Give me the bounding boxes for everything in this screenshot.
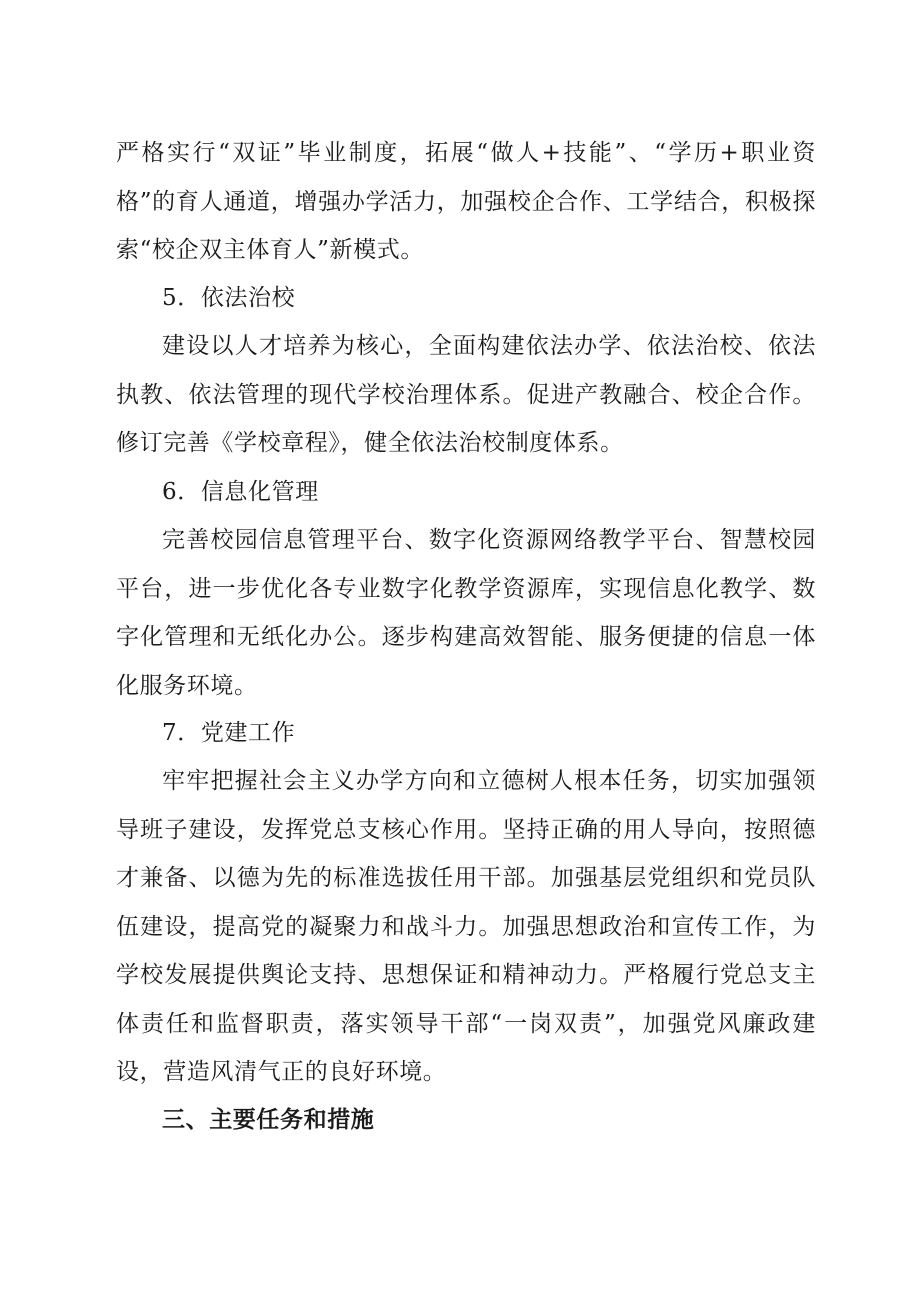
item-6-body: 完善校园信息管理平台、数字化资源网络教学平台、智慧校园平台，进一步优化各专业数字化教学资源库，实现信息化教学、数字化管理和无纸化办公。逐步构建高效智能、服务便捷的信息一体化服务环境。	[116, 527, 816, 699]
item-5-body: 建设以人才培养为核心，全面构建依法办学、依法治校、依法执教、依法管理的现代学校治理体系。促进产教融合、校企合作。修订完善《学校章程》，健全依法治校制度体系。	[116, 333, 816, 456]
item-7-heading: 7．党建工作	[162, 720, 296, 746]
item-5-heading: 5．依法治校	[162, 285, 296, 311]
item-7-body: 牢牢把握社会主义办学方向和立德树人根本任务，切实加强领导班子建设，发挥党总支核心作用。坚持正确的用人导向，按照德才兼备、以德为先的标准选拔任用干部。加强基层党组织和党员队伍建设，提高党的凝聚力和战斗力。加强思想政治和宣传工作，为学校发展提供舆论支持、思想保证和精神动力。严格履行党总支主体责任和监督职责，落实领导干部“一岗双责”，加强党风廉政建设，营造风清气正的良好环境。	[116, 768, 816, 1085]
section-3-title: 三、主要任务和措施	[162, 1107, 375, 1133]
paragraph-continuation: 严格实行“双证”毕业制度，拓展“做人+技能”、“学历+职业资格”的育人通道，增强办学活力，加强校企合作、工学结合，积极探索“校企双主体育人”新模式。	[116, 140, 816, 263]
item-6-heading: 6．信息化管理	[162, 479, 319, 505]
